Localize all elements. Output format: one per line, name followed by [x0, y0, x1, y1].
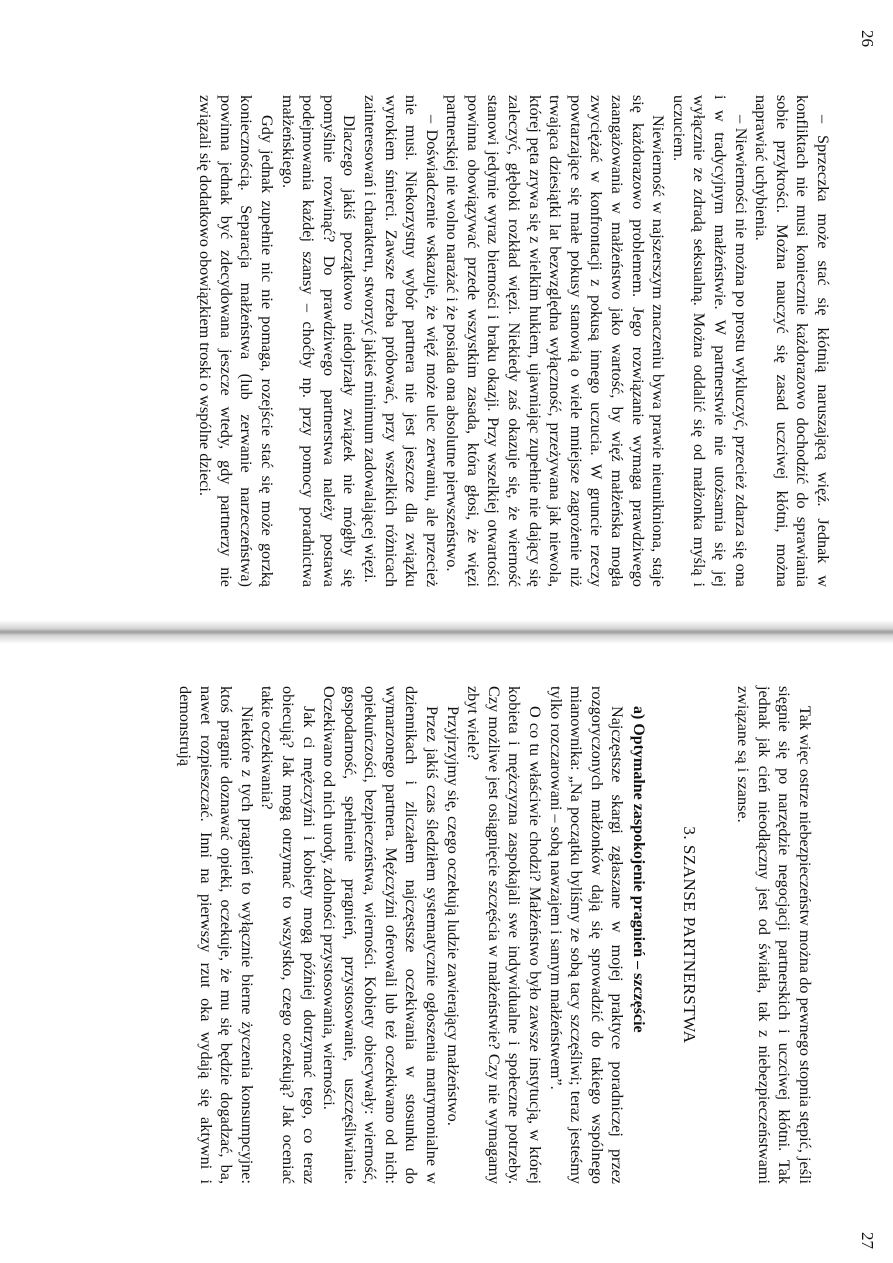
- left-paragraph-4: – Doświadczenie wskazuje, że więź może ulec zerwaniu, ale przecież nie musi. Niekorzystny wybór partnera nie jest jeszcze dla związku wyrokiem śmierci. Zawsze trzeba próbować, przy wszelkich różnicach zainteresowań i charakteru, stworzyć jakieś minimum zadowalającej więzi.: [360, 95, 441, 587]
- right-paragraph-4: Przez jakiś czas śledziłem systematycznie ogłoszenia matrymonialne w dziennikach i zliczałem najczęstsze oczekiwania w stosunku do wymarzonego partnera. Mężczyźni oferowali lub też oczekiwano od nich: opiekuńczości, bezpieczeństwa, wierności. Kobiety obiecywały: wierność, gospodarność, spełnienie pragnień, przystosowanie, uszczęśliwianie. Oczekiwano od nich urody, zdolności przystosowania, wierności.: [320, 686, 442, 1184]
- right-page: [0, 686, 893, 1184]
- right-paragraph-1: Najczęstsze skargi zgłaszane w mojej praktyce poradniczej przez rozgoryczonych małżonków dają się sprowadzić do takiego wspólnego mianownika: „Na początku byliśmy ze sobą tacy szczęśliwi; teraz jesteśmy tylko rozczarowani – sobą nawzajem i samym małżeństwem”.: [546, 686, 627, 1184]
- left-paragraph-6: Gdy jednak zupełnie nic nie pomaga, rozejście stać się może gorzką koniecznością. Separacja małżeństwa (lub zerwanie narzeczeństwa) powinna jednak być zdecydowana jeszcze wtedy, gdy partnerzy nie związali się dodatkowo obowiązkiem troski o wspólne dzieci.: [196, 95, 276, 587]
- subsection-title: a) Optymalne zaspokojenie pragnień – szczęście: [630, 706, 648, 1033]
- right-paragraph-2: O co tu właściwie chodzi? Małżeństwo było zawsze instytucją, w której kobieta i mężczyzna zaspokajali swe indywidualne i społeczne potrzeby. Czy możliwe jest osiągnięcie szczęścia w małżeństwie? Czy nie wymagamy zbyt wiele?: [464, 686, 545, 1184]
- left-page: [0, 95, 893, 587]
- left-paragraph-1: – Sprzeczka może stać się kłótnią naruszającą więź. Jednak w konfliktach nie musi koniecznie każdorazowo dochodzić do sprawiania sobie przykrości. Można nauczyć się zasad uczciwej kłótni, można naprawiać uchybienia.: [752, 95, 832, 587]
- right-paragraph-6: Niektóre z tych pragnień to wyłącznie bierne życzenia konsumpcyjne: ktoś pragnie doznawać opieki, oczekuje, że mu się będzie dogadzać, ba, nawet rozpieszczać. Inni na pierwszy rzut oka wydają się aktywni i demonstrują: [175, 686, 256, 1184]
- page-number-left: 26: [858, 30, 877, 47]
- left-paragraph-3: Niewierność w najszerszym znaczeniu bywa prawie nieunikniona, staje się każdorazowo problemem. Jego rozwiązanie wymaga prawdziwego zaangażowania w małżeństwo jako wartość, by więź małżeńska mogła zwyciężać w konfrontacji z pokusą innego uczucia. W gruncie rzeczy powtarzające się małe pokusy stanowią o wiele mniejsze zagrożenie niż trwająca dziesiątki lat bezwzględna wyłączność, przeżywana jak niewola, której pęta zrywa się z wielkim hukiem, ujawniając zupełnie nie dający się zaleczyć, głęboki rozkład więzi. Niekiedy zaś okazuje się, że wierność stanowi jedynie wyraz bierności i braku okazji. Przy wszelkiej otwartości powinna obowiązywać przede wszystkim zasada, która głosi, że więzi partnerskiej nie wolno narażać i że posiada ona absolutne pierwszeństwo.: [443, 95, 668, 587]
- page-number-right: 27: [858, 1232, 877, 1249]
- right-paragraph-5: Jak ci mężczyźni i kobiety mogą później dotrzymać tego, co teraz obiecują? Jak mogą otrzymać to wszystko, czego oczekują? Jak oceniać takie oczekiwania?: [258, 686, 318, 1184]
- book-gutter: [0, 620, 893, 644]
- left-paragraph-2: – Niewierności nie można po prostu wykluczyć, przecież zdarza się ona i w tradycyjnym małżeństwie. W partnerstwie nie utożsamia się jej wyłącznie ze zdradą seksualną. Można oddalić się od małżonka myślą i uczuciem.: [669, 95, 750, 587]
- section-title: 3. SZANSE PARTNERSTWA: [679, 826, 699, 1044]
- left-paragraph-5: Dlaczego jakiś początkowo niedojrzały związek nie mógłby się pomyślnie rozwinąć? Do prawdziwego partnerstwa należy postawa podejmowania każdej szansy – choćby np. przy pomocy poradnictwa małżeńskiego.: [278, 95, 359, 587]
- right-intro-paragraph: Tak więc ostrze niebezpieczeństw można do pewnego stopnia stępić, jeśli sięgnie się po narzędzie negocjacji partnerskich i uczciwej kłótni. Tak jednak jak cień nieodłączny jest od światła, tak z niebezpieczeństwami związane są i szanse.: [734, 686, 814, 1184]
- right-paragraph-3: Przyjrzyjmy się, czego oczekują ludzie zawierający małżeństwo.: [443, 706, 462, 1126]
